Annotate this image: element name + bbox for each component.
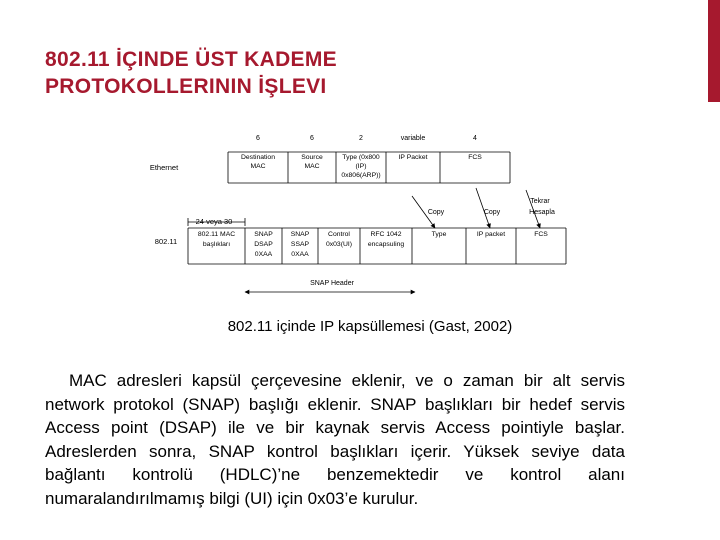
wifi-field-label: başlıkları <box>202 241 231 248</box>
wifi-field-label: 802.11 MAC <box>197 231 236 238</box>
slide-title-line-2: PROTOKOLLERININ İŞLEVI <box>45 75 327 98</box>
ethernet-field-label: Type (0x800 <box>342 154 380 161</box>
wifi-field-label: SSAP <box>290 241 310 248</box>
wifi-field-label: SNAP <box>290 231 310 238</box>
ethernet-field-size: 4 <box>473 135 477 142</box>
recalc-label-line-2: Hesapla <box>529 209 555 216</box>
ethernet-field-size: 6 <box>310 135 314 142</box>
wifi-field-label: Type <box>431 231 447 238</box>
snap-header-label: SNAP Header <box>310 280 354 287</box>
ethernet-field-size: 6 <box>256 135 260 142</box>
ethernet-field-size: variable <box>400 135 426 142</box>
wifi-field-label: IP packet <box>476 231 506 238</box>
wifi-field-label: SNAP <box>254 231 273 238</box>
ethernet-field-label: FCS <box>468 154 482 161</box>
body-paragraph: MAC adresleri kapsül çerçevesine eklenir, ve o zaman bir alt servis network protokol (SNAP) başlığı eklenir. SNAP başlıkları bir hedef servis Access point (DSAP) ile ve bir kaynak servis Access pointiyle başlar. Adreslerden sonra, SNAP kontrol başlıkları içerir. Yüksek seviye data bağlantı kontrolü (HDLC)’ne benzemektedir ve kontrol alanı numaralandırılmamış bilgi (UI) için 0x03’e kurulur. <box>45 371 625 508</box>
wifi-field-label: encapsuling <box>367 241 405 248</box>
wifi-field-label: Control <box>328 231 350 238</box>
ethernet-field-label: 0x806(ARP)) <box>341 172 381 179</box>
wifi-field-label: 0x03(UI) <box>325 241 353 248</box>
wifi-field-label: RFC 1042 <box>370 231 402 238</box>
wifi-field-label: DSAP <box>254 241 273 248</box>
ethernet-field-label: IP Packet <box>398 154 428 161</box>
copy-label-ip: Copy <box>483 209 501 216</box>
wifi-field-label: FCS <box>534 231 548 238</box>
ethernet-field-label: Destination <box>240 154 276 161</box>
wifi-label: 802.11 <box>154 237 178 246</box>
ethernet-field-label: (IP) <box>355 163 367 170</box>
copy-label-type: Copy <box>427 209 445 216</box>
figure-caption: 802.11 içinde IP kapsüllemesi (Gast, 2002) <box>227 318 513 335</box>
copy-arrow-ip <box>476 188 490 228</box>
ethernet-field-label: Source <box>301 154 323 161</box>
ethernet-field-label: MAC <box>250 163 266 170</box>
recalc-label-line-1: Tekrar <box>530 198 550 205</box>
ethernet-field-label: MAC <box>304 163 320 170</box>
wifi-field-label: 0XAA <box>291 251 309 258</box>
ethernet-label: Ethernet <box>149 163 179 172</box>
slide-title-line-1: 802.11 İÇINDE ÜST KADEME <box>45 48 337 71</box>
wifi-field-label: 0XAA <box>254 251 273 258</box>
ethernet-field-size: 2 <box>359 135 363 142</box>
mac-length-label: 24 veya 30 <box>195 217 233 226</box>
